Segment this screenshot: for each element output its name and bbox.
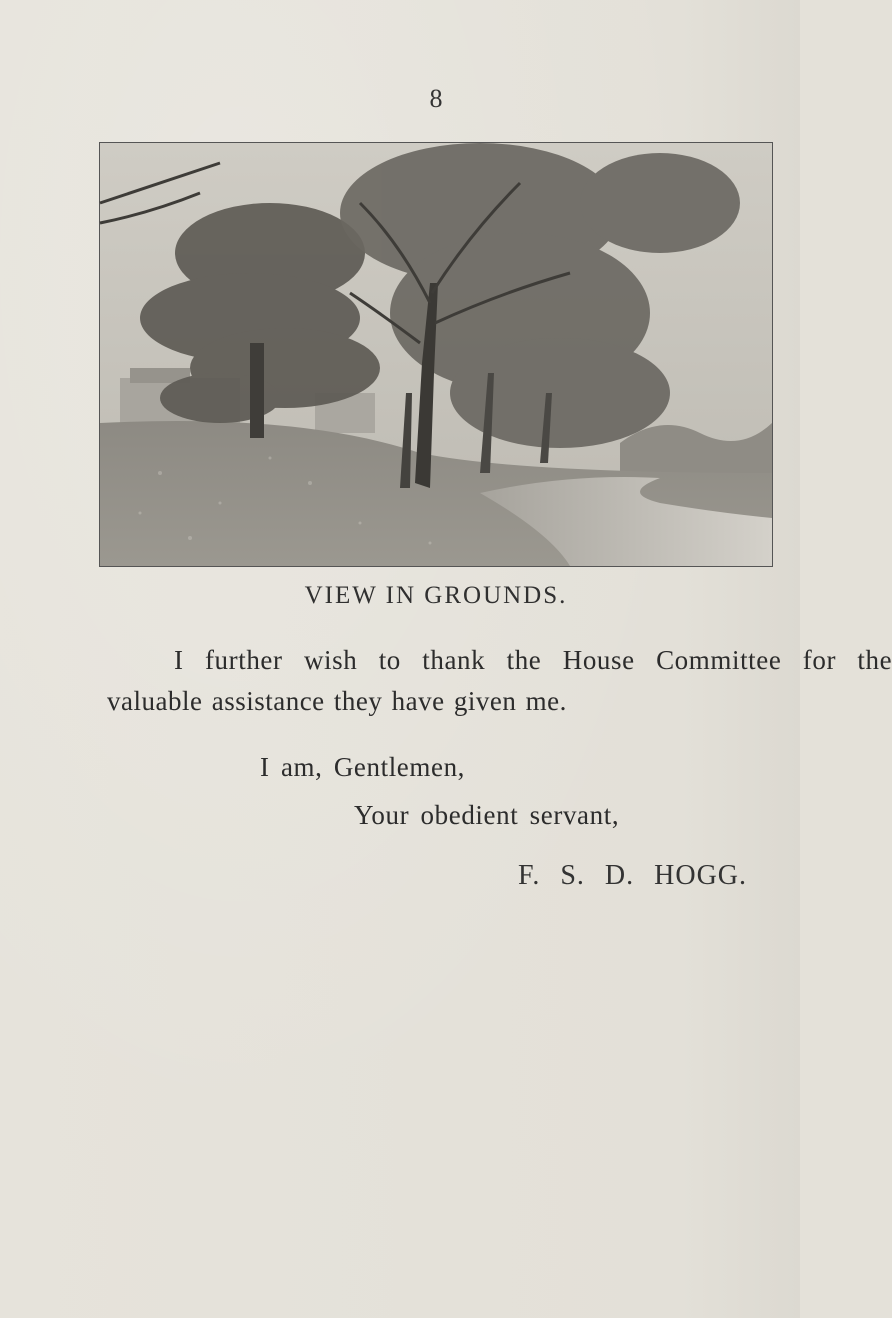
photo-caption: VIEW IN GROUNDS. bbox=[304, 582, 568, 609]
paragraph-line-2: valuable assistance they have given me. bbox=[107, 686, 567, 716]
complimentary-close: Your obedient servant, bbox=[354, 800, 620, 830]
paragraph-line-1: I further wish to thank the House Committee for the bbox=[174, 645, 892, 675]
page-number: 8 bbox=[429, 84, 443, 113]
signature: F. S. D. HOGG. bbox=[518, 860, 748, 891]
landscape-photo-illustration bbox=[100, 143, 772, 566]
salutation-close: I am, Gentlemen, bbox=[260, 752, 466, 782]
photograph-view-in-grounds bbox=[99, 142, 773, 567]
